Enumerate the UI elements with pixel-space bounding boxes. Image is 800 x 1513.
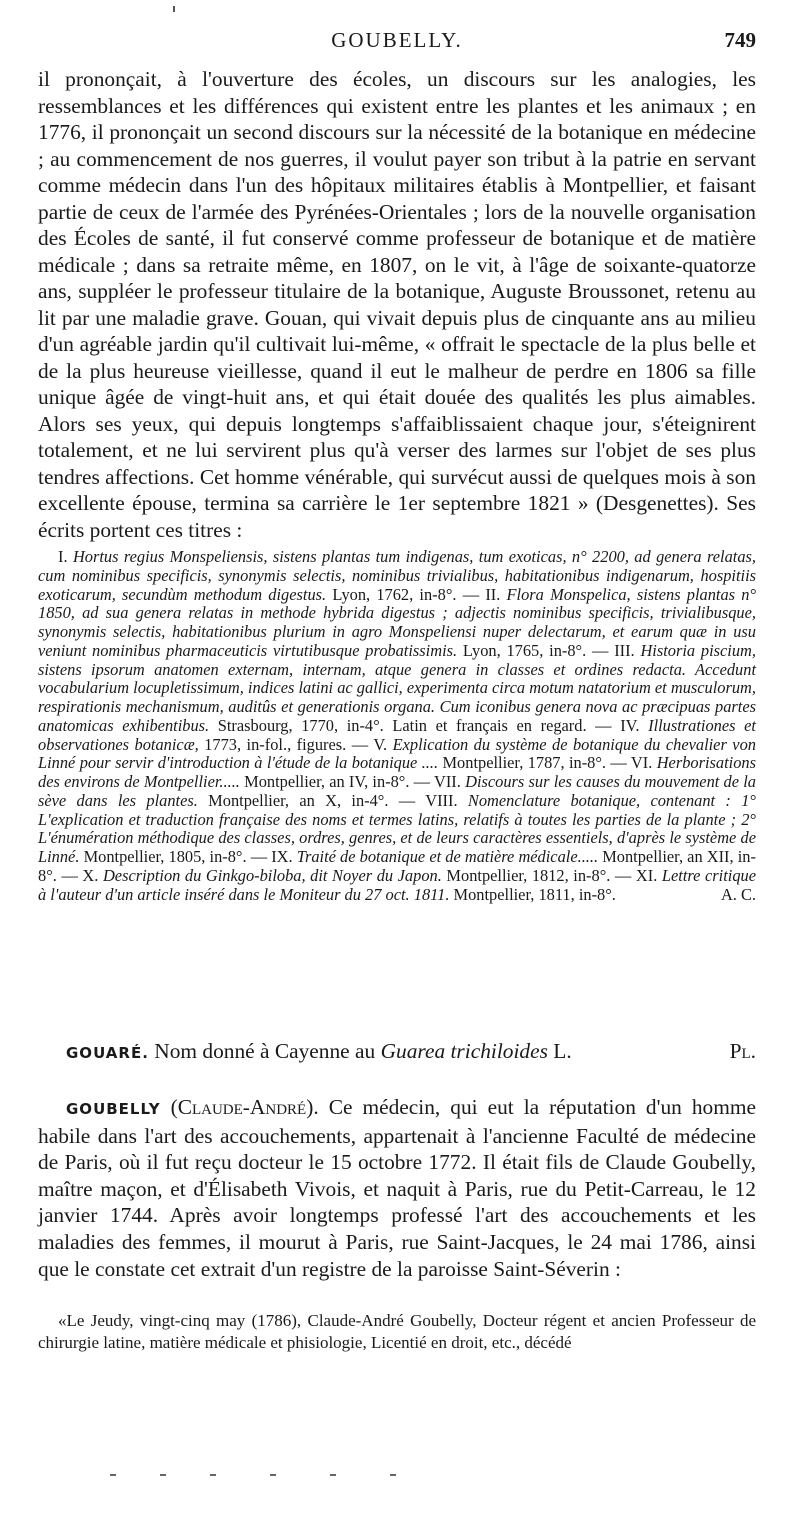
biblio-number: II. (485, 584, 501, 604)
print-mark (173, 6, 175, 12)
bibliography: I. Hortus regius Monspeliensis, sistens plantas tum indigenas, tum exoticas, n° 2200, ad genera relatas, cum nominibus specificis, synonymis selectis, nominibus trivialibus, habitationibus indigenarum, hospitiis exoticarum, secundùm methodum digestus. Lyon, 1762, in-8°. — II. Flora Monspelica, sistens plantas n° 1850, ad sua genera relatas in methode hybrida digestus ; adjectis nominibus specificis, trivialibusque, synonymis selectis, habitationibus plurium in agro Monspeliensi nuper delectarum, et earum quæ in usu veniunt nominibus pharmaceuticis virtutibusque probatissimis. Lyon, 1765, in-8°. — III. Historia piscium, sistens ipsorum anatomen externam, internam, atque genera in classes et ordines redacta. Accedunt vocabularium locupletissimum, indices latini ac gallici, experimenta circa motum natatorium et musculorum, respirationis mechanismum, auditûs et generationis organa. Cum iconibus genera nova ac præcipuas partes anatomicas exhibentibus. Strasbourg, 1770, in-4°. Latin et français en regard. — IV. Illustrationes et observationes botanicæ, 1773, in-fol., figures. — V. Explication du système de botanique du chevalier von Linné pour servir d'introduction à l'étude de la botanique .... Montpellier, 1787, in-8°. — VI. Herborisations des environs de Montpellier..... Montpellier, an IV, in-8°. — VII. Discours sur les causes du mouvement de la sève dans les plantes. Montpellier, an X, in-4°. — VIII. Nomenclature botanique, contenant : 1° L'explication et traduction française des noms et termes latins, relatifs à toutes les parties de la plante ; 2° L'énumération méthodique des classes, ordres, genres, et de leurs caractères essentiels, d'après le système de Linné. Montpellier, 1805, in-8°. — IX. Traité de botanique et de matière médicale..... Montpellier, an XII, in-8°. — X. Description du Ginkgo-biloba, dit Noyer du Japon. Montpellier, 1812, in-8°. — XI. Lettre critique à l'auteur d'un article inséré dans le Moniteur du 27 oct. 1811. Montpellier, 1811, in-8°. A. C. (38, 547, 757, 904)
biblio-imprint: Montpellier, an IV, in-8°. (244, 772, 410, 791)
biblio-number: IV. (620, 715, 640, 735)
bottom-dotted-rule (110, 1474, 710, 1478)
running-head: GOUBELLY. (331, 28, 463, 52)
biblio-signature: A. C. (720, 884, 756, 904)
biblio-imprint: Lyon, 1762, in-8°. (332, 584, 457, 604)
biblio-imprint: Strasbourg, 1770, in-4°. Latin et français en regard. (217, 715, 587, 735)
biblio-number: VI. (630, 753, 653, 773)
biblio-imprint: Montpellier, 1812, in-8°. (446, 865, 611, 885)
register-quote: «Le Jeudy, vingt-cinq may (1786), Claude-André Goubelly, Docteur régent et ancien Professeur de chirurgie latine, matière médicale et phisiologie, Licentié en droit, etc., décédé (38, 1311, 756, 1352)
biblio-number: XI. (635, 865, 658, 885)
goubelly-name: (Claude-André). (170, 1095, 319, 1119)
biblio-number: VIII. (425, 790, 458, 810)
biblio-title: Lettre critique à l'auteur d'un article inséré dans le Moniteur du 27 oct. 1811. (38, 865, 757, 904)
biblio-imprint: 1773, in-fol., figures. (204, 734, 347, 754)
biblio-title: Traité de botanique et de matière médicale..... (296, 847, 599, 866)
gouare-text: Nom donné à Cayenne au (154, 1039, 376, 1063)
gouare-signature: Pl. (729, 1039, 756, 1063)
goubelly-text: Ce médecin, qui eut la réputation d'un homme habile dans l'art des accouchements, appartenait à l'ancienne Faculté de médecine de Paris, où il fut reçu docteur le 15 octobre 1772. Il était fils de Claude Goubelly, maître maçon, et d'Élisabeth Vivois, et naquit à Paris, rue du Petit-Carreau, le 12 janvier 1744. Après avoir longtemps professé l'art des accouchements et les maladies des femmes, il mourut à Paris, rue Saint-Jacques, le 24 mai 1786, ainsi que le constate cet extrait d'un registre de la paroisse Saint-Séverin : (38, 1095, 756, 1281)
biblio-number: X. (82, 865, 99, 885)
biblio-title: Hortus regius Monspeliensis, sistens plantas tum indigenas, tum exoticas, n° 2200, ad genera relatas, cum nominibus specificis, synonymis selectis, nominibus trivialibus, habitationibus indigenarum, hospitiis exoticarum, secundùm methodum digestus. (38, 547, 756, 604)
gouare-species: Guarea trichiloides (380, 1039, 548, 1063)
page-header (38, 28, 756, 58)
biblio-title: Discours sur les causes du mouvement de la sève dans les plantes. (38, 772, 756, 810)
biblio-number: III. (614, 640, 635, 660)
biblio-title: Herborisations des environs de Montpellier..... (38, 753, 756, 791)
gouare-author: L. (553, 1039, 572, 1063)
biblio-title: Description du Ginkgo-biloba, dit Noyer du Japon. (102, 865, 442, 885)
biblio-imprint: Montpellier, an X, in-4°. (208, 790, 389, 810)
biblio-number: IX. (271, 847, 293, 866)
biblio-imprint: Lyon, 1765, in-8°. (462, 640, 587, 660)
entry-gouare (38, 1038, 756, 1066)
biblio-number: V. (373, 734, 388, 754)
page-number: 749 (724, 28, 756, 52)
biblio-imprint: Montpellier, 1805, in-8°. (83, 847, 247, 866)
biblio-imprint: Montpellier, an XII, in-8°. (38, 847, 756, 885)
headword-goubelly: GOUBELLY (66, 1100, 161, 1118)
biblio-title: Explication du système de botanique du chevalier von Linné pour servir d'introduction à l'étude de la botanique .... (38, 734, 756, 773)
biblio-number: VII. (434, 772, 461, 791)
biblio-imprint: Montpellier, 1811, in-8°. (453, 884, 616, 904)
biblio-title: Historia piscium, sistens ipsorum anatomen externam, internam, atque genera in classes et ordines redacta. Accedunt vocabularium locupletissimum, indices latini ac gallici, experimenta circa motum natatorium et musculorum, respirationis mechanismum, auditûs et generationis organa. Cum iconibus genera nova ac præcipuas partes anatomicas exhibentibus. (38, 640, 756, 735)
biblio-title: Nomenclature botanique, contenant : 1° L'explication et traduction française des noms et termes latins, relatifs à toutes les parties de la plante ; 2° L'énumération méthodique des classes, ordres, genres, et de leurs caractères essentiels, d'après le système de Linné. (38, 790, 756, 866)
biblio-imprint: Montpellier, 1787, in-8°. (442, 753, 607, 773)
headword-gouare: GOUARÉ. (66, 1044, 149, 1062)
biblio-title: Flora Monspelica, sistens plantas n° 1850, ad sua genera relatas in methode hybrida digestus ; adjectis nominibus specificis, trivialibusque, synonymis selectis, habitationibus plurium in agro Monspeliensi nuper delectarum, et earum quæ in usu veniunt nominibus pharmaceuticis virtutibusque probatissimis. (38, 584, 757, 660)
biblio-title: Illustrationes et observationes botanicæ, (38, 715, 756, 754)
biblio-number: I. (58, 547, 68, 566)
main-paragraph: il prononçait, à l'ouverture des écoles, un discours sur les analogies, les ressemblances et les différences qui existent entre les plantes et les animaux ; en 1776, il prononçait un second discours sur la nécessité de la botanique en médecine ; au commencement de nos guerres, il voulut payer son tribut à la patrie en servant comme médecin dans l'un des hôpitaux militaires établis à Montpellier, et faisant partie de ceux de l'armée des Pyrénées-Orientales ; lors de la nouvelle organisation des Écoles de santé, il fut conservé comme professeur de botanique et de matière médicale ; dans sa retraite même, en 1807, on le vit, à l'âge de soixante-quatorze ans, suppléer le professeur titulaire de la botanique, Auguste Broussonet, retenu au lit par une maladie grave. Gouan, qui vivait depuis plus de cinquante ans au milieu d'un agréable jardin qu'il cultivait lui-même, « offrait le spectacle de la plus belle et de la plus heureuse vieillesse, quand il eut le malheur de perdre en 1806 sa fille unique âgée de vingt-huit ans, et qui était douée des qualités les plus aimables. Alors ses yeux, qui depuis longtemps s'affaiblissaient chaque jour, s'éteignirent totalement, et ne lui servirent plus qu'à verser des larmes sur l'objet de ses plus tendres affections. Cet homme vénérable, qui survécut aussi de quelques mois à son excellente épouse, termina sa carrière le 1er septembre 1821 » (Desgenettes). Ses écrits portent ces titres : (38, 67, 756, 542)
entry-goubelly (38, 1094, 756, 1282)
